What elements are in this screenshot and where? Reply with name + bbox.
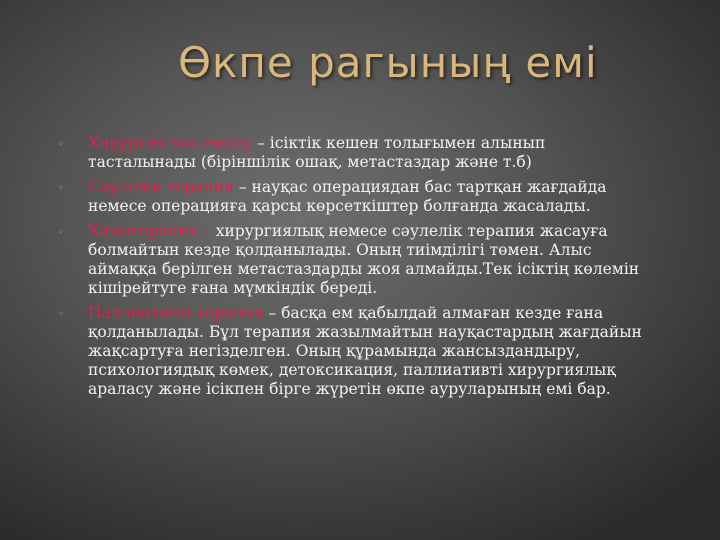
list-item-radiotherapy <box>58 178 658 216</box>
description-radiotherapy: – науқас операциядан бас тартқан жағдайда немесе операцияға қарсы көрсеткіштер болғанда жасалады. <box>88 178 607 215</box>
term-radiotherapy: Сәулелік терапия <box>88 178 234 196</box>
bullet-icon: ◦ <box>58 139 64 150</box>
description-surgery: – ісіктік кешен толығымен алынып тасталынады (біріншілік ошақ, метастаздар және т.б) <box>88 134 546 171</box>
term-surgery: Хирургиялық емдеу <box>88 134 253 152</box>
description-chemotherapy: хирургиялық немесе сәулелік терапия жасауға болмайтын кезде қолданылады. Оның тиімділігі төмен. Алыс аймаққа берілген метастаздарды жоя алмайды.Тек ісіктің көлемін кішірейтуге ғана мүмкіндік береді. <box>88 222 640 297</box>
list-item-palliative <box>58 304 658 399</box>
term-chemotherapy: Химотерапия – <box>88 222 211 240</box>
bullet-icon: ◦ <box>58 183 64 194</box>
slide-title: Өкпе рагының емі <box>178 38 598 87</box>
bullet-icon: ◦ <box>58 309 64 320</box>
description-palliative: – басқа ем қабылдай алмаған кезде ғана қолданылады. Бұл терапия жазылмайтын науқастардың жағдайын жақсартуға негізделген. Оның құрамында жансыздандыру, психологиядық көмек, детоксикация, паллиативті хирургиялық араласу және ісікпен бірге жүретін өкпе ауруларының емі бар. <box>88 304 642 398</box>
list-item-chemotherapy <box>58 222 658 298</box>
treatment-list <box>58 134 658 405</box>
term-palliative: Паллиативті терапия <box>88 304 264 322</box>
bullet-icon: ◦ <box>58 227 64 238</box>
list-item-surgery <box>58 134 658 172</box>
